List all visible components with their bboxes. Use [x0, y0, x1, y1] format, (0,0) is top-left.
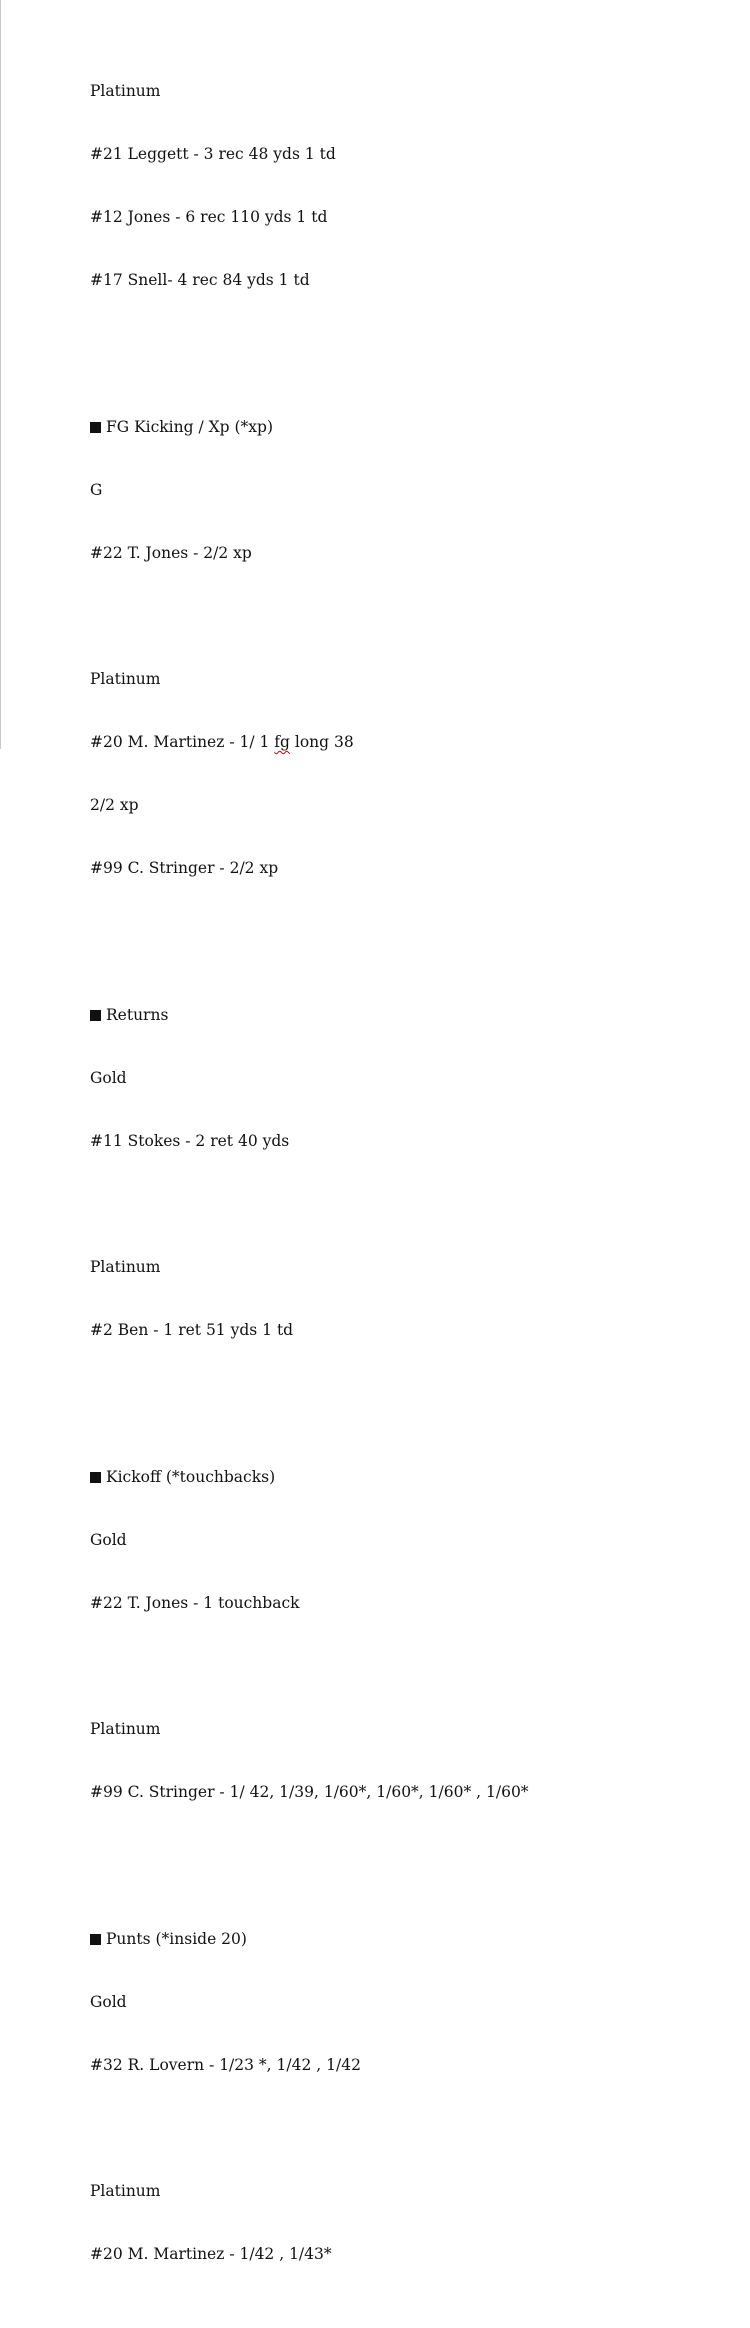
blank-line — [90, 333, 529, 354]
blank-line — [90, 1845, 529, 1866]
stat-line: #22 T. Jones - 1 touchback — [90, 1594, 300, 1612]
stat-line: #12 Jones - 6 rec 110 yds 1 td — [90, 208, 328, 226]
stat-line: #2 Ben - 1 ret 51 yds 1 td — [90, 1321, 294, 1339]
square-bullet-icon — [90, 1472, 101, 1483]
team-label: G — [90, 481, 103, 499]
team-label: Gold — [90, 1531, 127, 1549]
section-heading-punts — [90, 1929, 529, 1950]
team-label: Platinum — [90, 670, 161, 688]
square-bullet-icon — [90, 422, 101, 433]
stat-line: #99 C. Stringer - 1/ 42, 1/39, 1/60*, 1/60*, 1/60* , 1/60* — [90, 1783, 529, 1801]
stat-line: #22 T. Jones - 2/2 xp — [90, 544, 252, 562]
section-heading-returns — [90, 1005, 529, 1026]
stat-line: #99 C. Stringer - 2/2 xp — [90, 859, 279, 877]
heading-text: Kickoff (*touchbacks) — [106, 1468, 276, 1486]
blank-line — [90, 1383, 529, 1404]
stat-line: #32 R. Lovern - 1/23 *, 1/42 , 1/42 — [90, 2056, 361, 2074]
stat-text: #20 M. Martinez - 1/ 1 — [90, 733, 275, 751]
blank-line — [90, 606, 529, 627]
blank-line — [90, 1656, 529, 1677]
team-label: Gold — [90, 1069, 127, 1087]
stat-line: #20 M. Martinez - 1/42 , 1/43* — [90, 2245, 332, 2263]
document-body — [90, 18, 529, 2328]
team-label: Gold — [90, 1993, 127, 2011]
team-label: Platinum — [90, 2182, 161, 2200]
heading-text: Punts (*inside 20) — [106, 1930, 247, 1948]
blank-line — [90, 2118, 529, 2139]
stat-line: #21 Leggett - 3 rec 48 yds 1 td — [90, 145, 336, 163]
stat-line — [90, 732, 529, 753]
section-heading-kickoff — [90, 1467, 529, 1488]
square-bullet-icon — [90, 1010, 101, 1021]
blank-line — [90, 921, 529, 942]
misspelled-word[interactable]: fg — [274, 733, 290, 751]
heading-text: FG Kicking / Xp (*xp) — [106, 418, 274, 436]
blank-line — [90, 1194, 529, 1215]
square-bullet-icon — [90, 1934, 101, 1945]
heading-text: Returns — [106, 1006, 169, 1024]
stat-line: #17 Snell- 4 rec 84 yds 1 td — [90, 271, 310, 289]
stat-text: long 38 — [289, 733, 354, 751]
team-label: Platinum — [90, 1720, 161, 1738]
section-heading-fg-kicking — [90, 417, 529, 438]
team-label: Platinum — [90, 82, 161, 100]
stat-line: #11 Stokes - 2 ret 40 yds — [90, 1132, 290, 1150]
team-label: Platinum — [90, 1258, 161, 1276]
stat-line: 2/2 xp — [90, 796, 139, 814]
